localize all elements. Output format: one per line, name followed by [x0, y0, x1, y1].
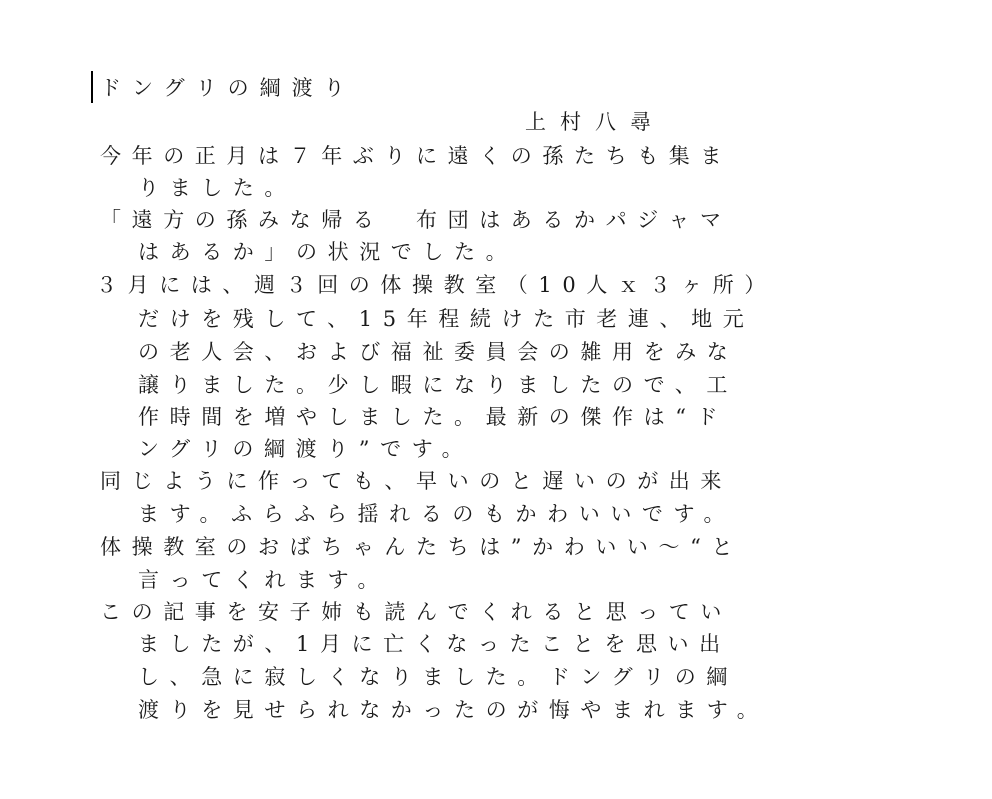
body-line: 作時間を増やしました。最新の傑作は“ド [138, 405, 729, 429]
body-line: 同じように作っても、早いのと遅いのが出来 [100, 469, 732, 493]
body-line: はあるか」の状況でした。 [138, 240, 518, 264]
body-line: りました。 [138, 176, 296, 200]
body-line: だけを残して、15年程続けた市老連、地元 [138, 307, 755, 331]
body-line: ましたが、1月に亡くなったことを思い出 [138, 632, 731, 656]
body-line: ングリの綱渡り”です。 [138, 437, 474, 461]
body-line: 「遠方の孫みな帰る 布団はあるかパジャマ [100, 208, 732, 232]
author-name: 上村八尋 [525, 110, 665, 134]
body-line: 言ってくれます。 [138, 568, 390, 592]
body-line: 今年の正月は７年ぶりに遠くの孫たちも集ま [100, 144, 732, 168]
body-line: ３月には、週３回の体操教室（10人ｘ３ヶ所） [96, 273, 776, 297]
body-line: この記事を安子姉も読んでくれると思ってい [100, 600, 732, 624]
body-line: 譲りました。少し暇になりましたので、工 [138, 373, 738, 397]
document-title: ドングリの綱渡り [100, 76, 356, 100]
body-line: 渡りを見せられなかったのが悔やまれます。 [138, 698, 769, 722]
text-cursor [91, 71, 93, 103]
body-line: ます。ふらふら揺れるのもかわいいです。 [138, 502, 736, 526]
body-line: し、急に寂しくなりました。ドングリの綱 [138, 665, 738, 689]
body-line: の老人会、および福祉委員会の雑用をみな [138, 340, 739, 364]
body-line: 体操教室のおばちゃんたちは”かわいい～“と [100, 535, 744, 559]
